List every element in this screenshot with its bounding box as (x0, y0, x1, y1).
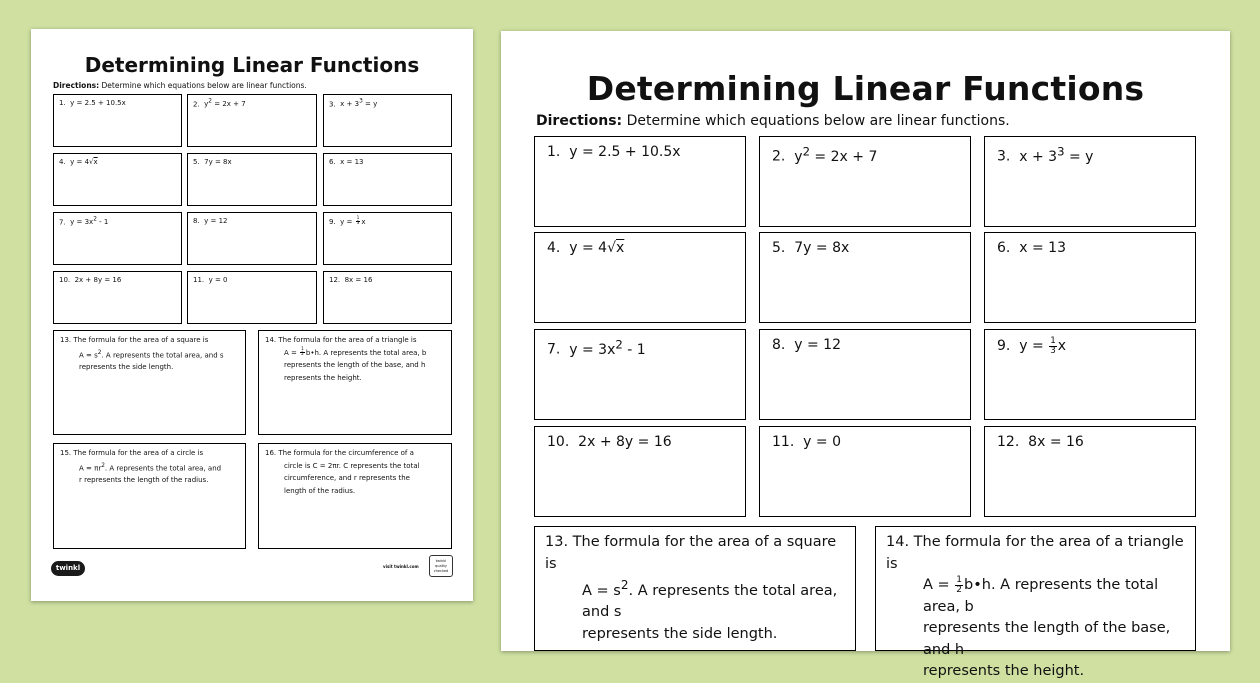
equation: $y^2 = 2x + 7$ (204, 99, 246, 109)
equation: y = 12 (204, 217, 228, 225)
equation: y = 4√x (70, 158, 98, 166)
question-box-9: 9. y = $\frac{1}{3}$ x (323, 212, 452, 265)
question-box-11: 11. y = 0 (187, 271, 317, 324)
question-box-5: 5. 7y = 8x (759, 232, 971, 323)
question-box-10: 10. 2x + 8y = 16 (53, 271, 182, 324)
question-box-7: 7. $y = 3x^2 - 1$ (534, 329, 746, 420)
question-box-5: 5. 7y = 8x (187, 153, 317, 206)
question-box-15: 15. The formula for the area of a circle is $A = \pi r^2$. A represents the total area, and r represents the length of the radius. (53, 443, 246, 549)
question-box-4: 4. y = 4√x (534, 232, 746, 323)
equation: 7y = 8x (204, 158, 232, 166)
question-box-8: 8. y = 12 (759, 329, 971, 420)
directions-label: Directions: (536, 113, 623, 129)
directions-label: Directions: (53, 81, 100, 90)
equation: x = 13 (340, 158, 364, 166)
equation: $x + 3^3 = y$ (1019, 144, 1094, 165)
directions-text: Determine which equations below are linear functions. (622, 113, 1010, 129)
footer-site-text: visit twinkl.com (383, 564, 419, 569)
equation: 8x = 16 (344, 276, 373, 284)
equation: 2x + 8y = 16 (578, 434, 672, 450)
question-box-6: 6. x = 13 (984, 232, 1196, 323)
directions (53, 81, 307, 90)
question-box-9: 9. y = $\frac{1}{3}$ x (984, 329, 1196, 420)
worksheet-title: Determining Linear Functions (84, 53, 420, 77)
equation: $y^2 = 2x + 7$ (794, 144, 878, 165)
question-box-13: 13. The formula for the area of a square is $A = s^2$. A represents the total area, and s represents the side length. (53, 330, 246, 435)
directions (536, 113, 1010, 129)
question-box-2: 2. $y^2 = 2x + 7$ (759, 136, 971, 227)
equation: 8x = 16 (1028, 434, 1084, 450)
equation: $x + 3^3 = y$ (340, 99, 378, 109)
question-box-4: 4. y = 4√x (53, 153, 182, 206)
equation: $y = 3x^2 - 1$ (569, 337, 646, 358)
question-box-10: 10. 2x + 8y = 16 (534, 426, 746, 517)
equation: x = 13 (1019, 240, 1066, 256)
equation: $y = 3x^2 - 1$ (70, 217, 109, 227)
equation: y = $\frac{1}{3}$ x (1019, 336, 1067, 356)
question-box-13: 13. The formula for the area of a square is $A = s^2$. A represents the total area, and s represents the side length. (534, 526, 856, 651)
equation: 2x + 8y = 16 (74, 276, 122, 284)
equation: y = 2.5 + 10.5x (569, 144, 681, 160)
directions-text: Determine which equations below are linear functions. (99, 81, 307, 90)
question-box-1: 1. y = 2.5 + 10.5x (53, 94, 182, 147)
quality-badge-icon: twinkl quality checked (429, 555, 453, 577)
worksheet-zoomed (501, 31, 1230, 679)
equation: y = $\frac{1}{3}$ x (340, 216, 366, 227)
question-box-12: 12. 8x = 16 (323, 271, 452, 324)
question-box-8: 8. y = 12 (187, 212, 317, 265)
worksheet-thumbnail (31, 29, 473, 601)
equation: y = 12 (794, 337, 841, 353)
question-box-3: 3. $x + 3^3 = y$ (984, 136, 1196, 227)
question-box-16: 16. The formula for the circumference of a circle is C = 2πr. C represents the total circumference, and r represents the length of the radius. (258, 443, 452, 549)
equation: y = 2.5 + 10.5x (70, 99, 126, 107)
question-box-12: 12. 8x = 16 (984, 426, 1196, 517)
twinkl-logo: twinkl (51, 561, 85, 576)
question-box-3: 3. $x + 3^3 = y$ (323, 94, 452, 147)
equation: y = 0 (803, 434, 841, 450)
equation: y = 0 (208, 276, 228, 284)
question-box-7: 7. $y = 3x^2 - 1$ (53, 212, 182, 265)
worksheet-title: Determining Linear Functions (586, 69, 1145, 108)
question-box-14: 14. The formula for the area of a triangle is A = $\frac{1}{2}$ b•h. A represents the total area, b represents the length of the base, and h represents the height. (875, 526, 1196, 651)
question-box-14: 14. The formula for the area of a triangle is A = $\frac{1}{2}$ b•h. A represents the total area, b represents the length of the base, and h represents the height. (258, 330, 452, 435)
question-box-6: 6. x = 13 (323, 153, 452, 206)
question-box-11: 11. y = 0 (759, 426, 971, 517)
equation: 7y = 8x (794, 240, 850, 256)
question-box-1: 1. y = 2.5 + 10.5x (534, 136, 746, 227)
equation: y = 4√x (569, 240, 625, 256)
question-box-2: 2. $y^2 = 2x + 7$ (187, 94, 317, 147)
